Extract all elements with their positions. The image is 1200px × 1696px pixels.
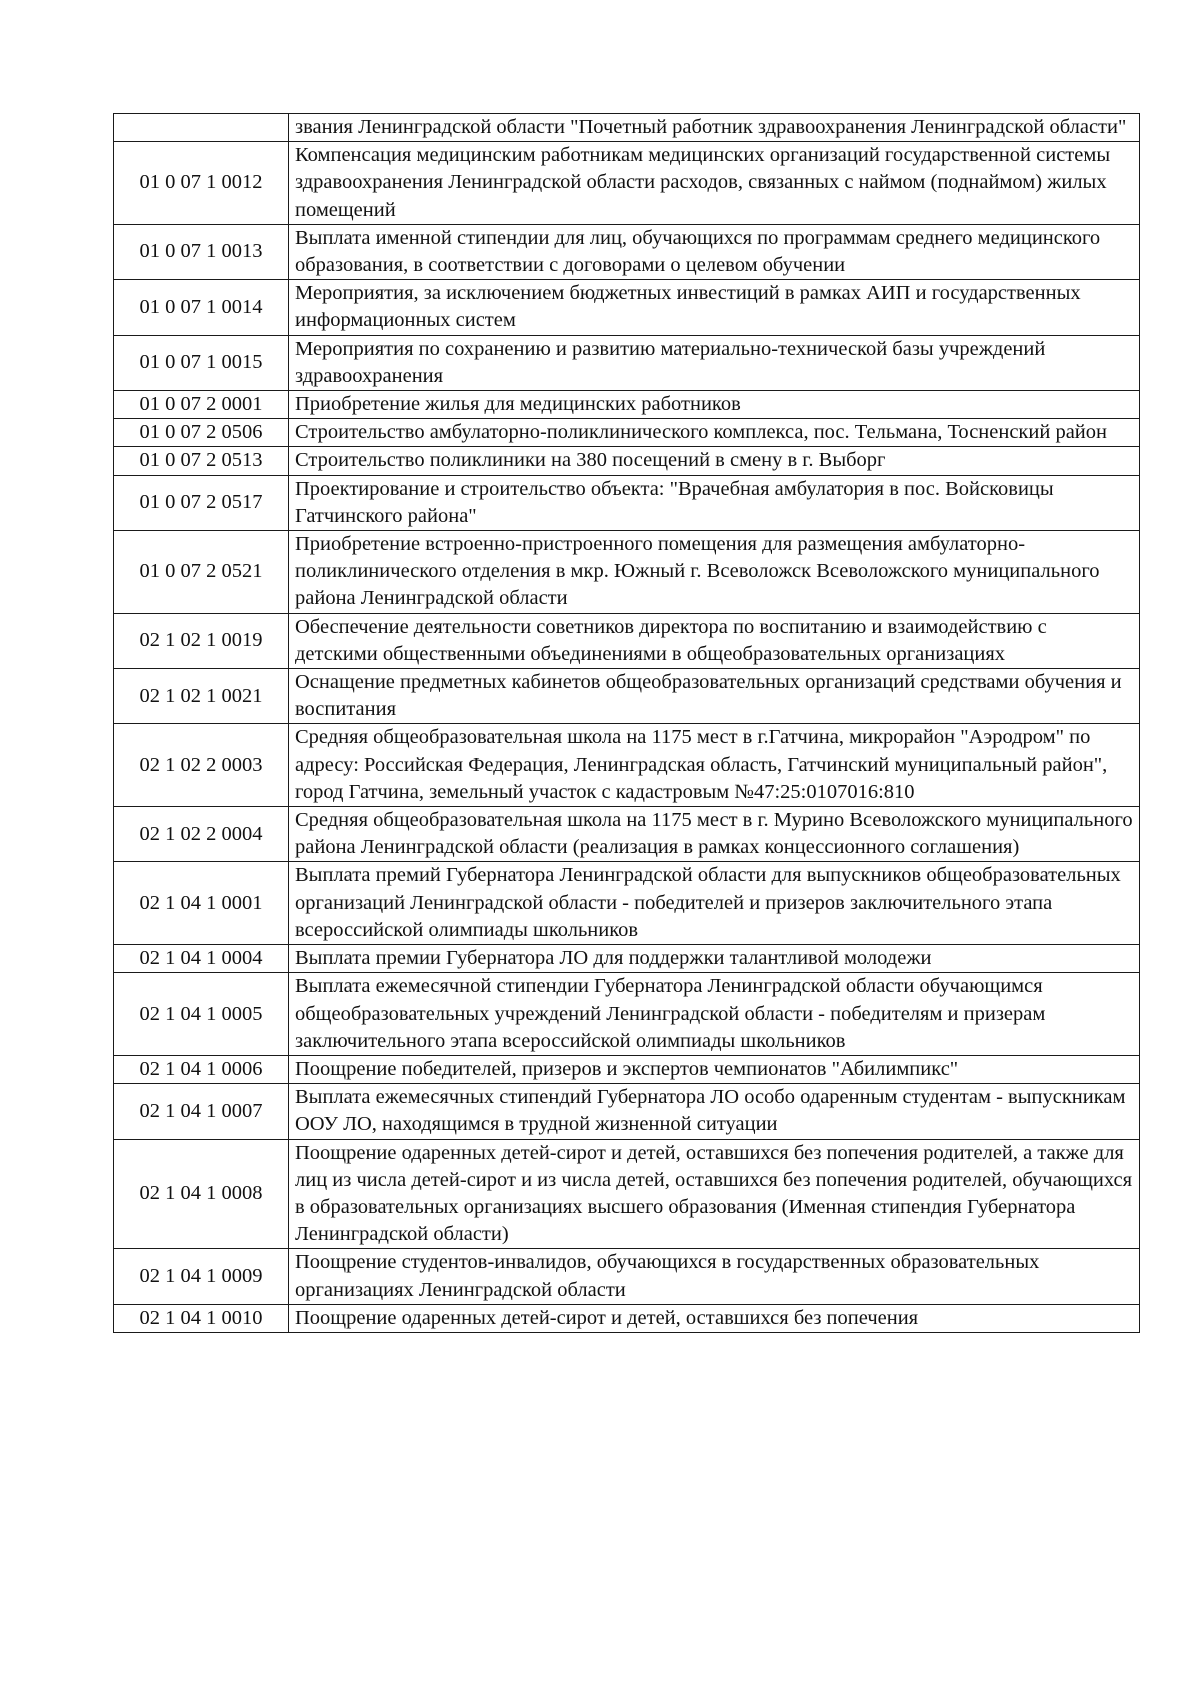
code-cell: 01 0 07 2 0513: [114, 447, 289, 475]
name-cell: Приобретение встроенно-пристроенного помещения для размещения амбулаторно-поликлинического отделения в мкр. Южный г. Всеволожск Всеволожского муниципального района Ленинградской области: [289, 531, 1140, 614]
table-row: [114, 945, 1140, 973]
code-cell: 02 1 04 1 0009: [114, 1249, 289, 1304]
code-cell: 02 1 04 1 0001: [114, 862, 289, 945]
name-cell: Мероприятия по сохранению и развитию материально-технической базы учреждений здравоохранения: [289, 335, 1140, 390]
name-cell: Компенсация медицинским работникам медицинских организаций государственной системы здравоохранения Ленинградской области расходов, связанных с наймом (поднаймом) жилых помещений: [289, 142, 1140, 225]
name-cell: Поощрение студентов-инвалидов, обучающихся в государственных образовательных организациях Ленинградской области: [289, 1249, 1140, 1304]
table-row: [114, 475, 1140, 530]
table-row: [114, 531, 1140, 614]
code-cell: 01 0 07 2 0521: [114, 531, 289, 614]
table-row: [114, 419, 1140, 447]
name-cell: Выплата премий Губернатора Ленинградской области для выпускников общеобразовательных организаций Ленинградской области - победителей и призеров заключительного этапа всероссийской олимпиады школьников: [289, 862, 1140, 945]
code-cell: 02 1 02 2 0003: [114, 724, 289, 807]
code-cell: 02 1 02 1 0021: [114, 669, 289, 724]
code-cell: 02 1 04 1 0006: [114, 1055, 289, 1083]
name-cell: Выплата ежемесячных стипендий Губернатора ЛО особо одаренным студентам - выпускникам ООУ ЛО, находящимся в трудной жизненной ситуации: [289, 1084, 1140, 1139]
name-cell: Поощрение одаренных детей-сирот и детей, оставшихся без попечения родителей, а также для лиц из числа детей-сирот и из числа детей, оставшихся без попечения родителей, обучающихся в образовательных организациях высшего образования (Именная стипендия Губернатора Ленинградской области): [289, 1139, 1140, 1249]
code-cell: [114, 114, 289, 142]
code-cell: 02 1 02 1 0019: [114, 613, 289, 668]
name-cell: Обеспечение деятельности советников директора по воспитанию и взаимодействию с детскими общественными объединениями в общеобразовательных организациях: [289, 613, 1140, 668]
name-cell: Выплата именной стипендии для лиц, обучающихся по программам среднего медицинского образования, в соответствии с договорами о целевом обучении: [289, 224, 1140, 279]
name-cell: Строительство амбулаторно-поликлинического комплекса, пос. Тельмана, Тосненский район: [289, 419, 1140, 447]
table-row: [114, 807, 1140, 862]
code-cell: 02 1 04 1 0007: [114, 1084, 289, 1139]
table-row: [114, 224, 1140, 279]
name-cell: Поощрение одаренных детей-сирот и детей, оставшихся без попечения: [289, 1304, 1140, 1332]
table-row: [114, 724, 1140, 807]
table-row: [114, 1304, 1140, 1332]
name-cell: Выплата ежемесячной стипендии Губернатора Ленинградской области обучающимся общеобразовательных учреждений Ленинградской области - победителям и призерам заключительного этапа всероссийской олимпиады школьников: [289, 973, 1140, 1056]
code-cell: 01 0 07 1 0015: [114, 335, 289, 390]
code-cell: 02 1 04 1 0004: [114, 945, 289, 973]
table-row: [114, 973, 1140, 1056]
table-row: [114, 280, 1140, 335]
name-cell: Выплата премии Губернатора ЛО для поддержки талантливой молодежи: [289, 945, 1140, 973]
code-cell: 01 0 07 1 0012: [114, 142, 289, 225]
table-row: [114, 1055, 1140, 1083]
table-body: [114, 114, 1140, 1333]
name-cell: звания Ленинградской области "Почетный работник здравоохранения Ленинградской области": [289, 114, 1140, 142]
code-cell: 02 1 04 1 0008: [114, 1139, 289, 1249]
table-row: [114, 1084, 1140, 1139]
code-cell: 02 1 02 2 0004: [114, 807, 289, 862]
code-cell: 01 0 07 1 0014: [114, 280, 289, 335]
code-cell: 02 1 04 1 0010: [114, 1304, 289, 1332]
code-cell: 02 1 04 1 0005: [114, 973, 289, 1056]
name-cell: Строительство поликлиники на 380 посещений в смену в г. Выборг: [289, 447, 1140, 475]
table-row: [114, 391, 1140, 419]
name-cell: Средняя общеобразовательная школа на 1175 мест в г.Гатчина, микрорайон "Аэродром" по адресу: Российская Федерация, Ленинградская область, Гатчинский муниципальный район", город Гатчина, земельный участок с кадастровым №47:25:0107016:810: [289, 724, 1140, 807]
table-row: [114, 669, 1140, 724]
table-row: [114, 1139, 1140, 1249]
table-row: [114, 335, 1140, 390]
table-row: [114, 613, 1140, 668]
name-cell: Оснащение предметных кабинетов общеобразовательных организаций средствами обучения и воспитания: [289, 669, 1140, 724]
table-row: [114, 142, 1140, 225]
name-cell: Мероприятия, за исключением бюджетных инвестиций в рамках АИП и государственных информационных систем: [289, 280, 1140, 335]
name-cell: Проектирование и строительство объекта: "Врачебная амбулатория в пос. Войсковицы Гатчинского района": [289, 475, 1140, 530]
budget-classification-table: [113, 113, 1140, 1333]
code-cell: 01 0 07 2 0506: [114, 419, 289, 447]
name-cell: Приобретение жилья для медицинских работников: [289, 391, 1140, 419]
table-row: [114, 862, 1140, 945]
name-cell: Средняя общеобразовательная школа на 1175 мест в г. Мурино Всеволожского муниципального района Ленинградской области (реализация в рамках концессионного соглашения): [289, 807, 1140, 862]
name-cell: Поощрение победителей, призеров и экспертов чемпионатов "Абилимпикс": [289, 1055, 1140, 1083]
table-row: [114, 447, 1140, 475]
code-cell: 01 0 07 1 0013: [114, 224, 289, 279]
table-row: [114, 114, 1140, 142]
code-cell: 01 0 07 2 0517: [114, 475, 289, 530]
code-cell: 01 0 07 2 0001: [114, 391, 289, 419]
table-row: [114, 1249, 1140, 1304]
